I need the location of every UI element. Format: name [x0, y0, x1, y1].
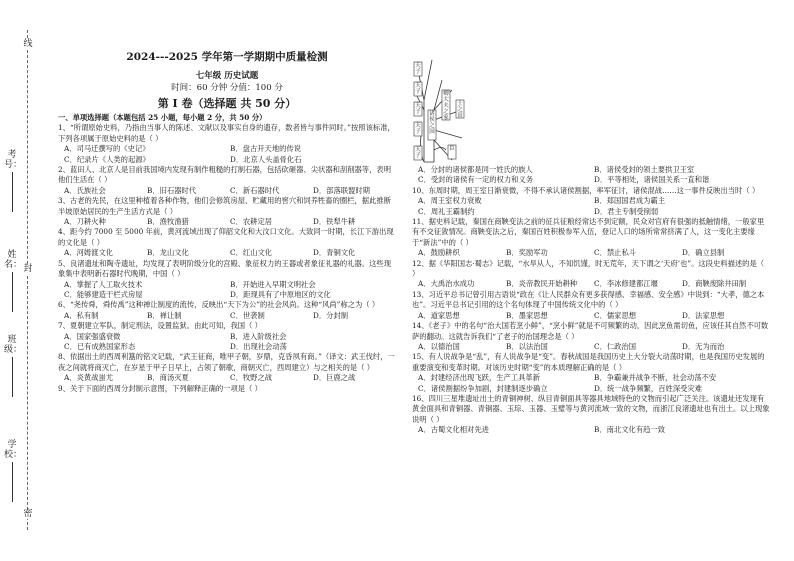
answer-option[interactable]: D．确立县制 — [682, 248, 725, 258]
answer-option[interactable]: D．平等相处，诸侯国关系一直和谐 — [594, 175, 710, 185]
answer-option[interactable]: A．氏族社会 — [64, 185, 106, 195]
left-column — [58, 50, 396, 394]
question-options — [412, 165, 770, 186]
diagram-label: 天子 — [415, 83, 421, 95]
diagram-label: 士之田 — [457, 101, 463, 119]
question — [412, 217, 770, 259]
answer-option[interactable]: B．争霸兼并战争不断，社会动荡不安 — [594, 373, 717, 383]
question-options — [58, 144, 396, 165]
answer-option[interactable]: A．封建经济出现飞跃，生产工具革新 — [418, 373, 541, 383]
question-options — [58, 311, 396, 321]
part-heading: 一、单项选择题（本题包括 25 小题，每小题 2 分，共 50 分） — [58, 113, 267, 122]
diagram-label: 臣 — [449, 146, 455, 152]
question-options — [412, 342, 770, 352]
answer-option[interactable]: C．牧野之战 — [230, 373, 273, 383]
answer-option[interactable]: B．商汤灭夏 — [147, 373, 189, 383]
answer-option[interactable]: A．大禹治水成功 — [418, 279, 475, 289]
answer-option[interactable]: B．郑国国君成为霸主 — [594, 196, 666, 206]
answer-option[interactable]: A．河姆渡文化 — [64, 248, 114, 258]
answer-option[interactable]: B．诸侯受封的领土要拱卫王室 — [594, 165, 695, 174]
answer-option[interactable]: D．出现社会动荡 — [230, 341, 287, 351]
question-options — [58, 217, 396, 227]
section-title: 第 I 卷（选择题 共 50 分） — [157, 97, 297, 110]
question — [58, 196, 396, 227]
answer-option[interactable]: A．国家强盛衰微 — [64, 331, 121, 341]
answer-option[interactable]: B．以法治国 — [506, 341, 548, 351]
answer-option[interactable]: C．禁止私斗 — [594, 248, 637, 258]
answer-option[interactable]: A．道家思想 — [418, 310, 460, 320]
question-options — [58, 332, 396, 353]
answer-option[interactable]: B．炎帝教民开始耕种 — [506, 279, 578, 289]
diagram-label: 卿大夫之家 — [443, 91, 449, 121]
question-stem: 4、距今约 7000 至 5000 年前，黄河流域出现了仰韶文化和大汶口文化。大致同一时期，长江下游出现的文化是（ ） — [58, 227, 394, 247]
question-stem: 15、有人说战争是“乱”，有人说战争是“变”。春秋战国是我国历史上大分裂大动荡时期，也是我国历史发展的重要演变和变革时期。对该历史时期“变”的本质理解正确的是（ ） — [412, 352, 765, 372]
question-stem: 7、夏朝建立军队，制定刑法，设置监狱。由此可知，我国（ ） — [58, 321, 262, 331]
answer-option[interactable]: C．周礼王霸制约 — [418, 206, 475, 216]
tree-drawing — [412, 50, 532, 165]
answer-option[interactable]: C．已有成熟国家形态 — [64, 341, 136, 351]
question-stem: 2、蓝田人、北京人是目前我国境内发现有制作粗糙的打制石器，包括砍砸器、尖状器和刮削器等，表明他们生活在（ ） — [58, 165, 391, 185]
answer-option[interactable]: C．红山文化 — [230, 248, 273, 258]
answer-option[interactable]: D．分封制 — [313, 310, 349, 320]
answer-option[interactable]: C．世袭制 — [230, 310, 265, 320]
answer-option[interactable]: A．司马迁撰写的《史记》 — [64, 144, 150, 154]
answer-option[interactable]: D．青铜文化 — [313, 248, 356, 258]
diagram-label: 天子 — [415, 123, 421, 135]
answer-option[interactable]: A．古蜀文化相对先进 — [418, 425, 489, 435]
question-options — [412, 279, 770, 289]
answer-option[interactable]: C．能够建造干栏式房屋 — [64, 289, 143, 299]
question — [58, 227, 396, 258]
question — [58, 259, 396, 301]
answer-option[interactable]: A．鼓励耕织 — [418, 248, 460, 258]
fenfeng-diagram — [412, 50, 770, 165]
answer-option[interactable]: A．私有制 — [64, 310, 99, 320]
answer-option[interactable]: C．诸侯割据纷争加剧，封建制逐步确立 — [418, 383, 548, 393]
answer-option[interactable]: B．禅让制 — [147, 310, 182, 320]
answer-option[interactable]: B．开始进入早期文明社会 — [230, 279, 316, 289]
cut-word: 线 — [23, 39, 33, 49]
exam-header — [58, 50, 396, 111]
cut-word: 密 — [23, 509, 33, 519]
question — [412, 259, 770, 290]
question-stem: 9、关于下面的西周分封制示意图，下列解释正确的一项是（ ） — [58, 383, 262, 393]
question-stem: 14、《老子》中的名句“治大国若烹小鲜”，“烹小鲜”就是不可频繁的动，因此烹鱼需切鱼，应该任其自然不可数萨的翻动。这就告诉我们“了老子的治国理念是（ ） — [412, 321, 769, 341]
answer-option[interactable]: A．以德治国 — [418, 341, 460, 351]
answer-option[interactable]: D．无为而治 — [682, 341, 725, 351]
answer-option[interactable]: D．部落联盟时期 — [313, 185, 370, 195]
question-options — [412, 425, 770, 435]
name-field[interactable]: 姓名： — [4, 250, 20, 312]
question-options — [58, 280, 396, 301]
question — [412, 394, 770, 436]
answer-option[interactable]: D．商鞅废除井田制 — [682, 279, 747, 289]
question-stem: 10、东周时期，周王室日渐衰微，不得不承认诸侯割据，率军征讨，诸侯混战……这一事件反映出当时（ ） — [412, 185, 760, 195]
answer-option[interactable]: B．旧石器时代 — [147, 185, 197, 195]
diagram-label: 天子 — [415, 147, 421, 159]
question-stem: 11、据史料记载，秦国在商鞅变法之前的征兵征粮经常达不到定额，民众对官府有很强的抵触情绪，一般家里有不交征敛情况。商鞅变法之后，秦国百姓积极参军入伍，登记人口的场所常常挤满了人，这一变化主要缘于“新法”中的（ ） — [412, 217, 765, 247]
question-stem: 16、四川三星堆遗址出土的青铜神树、纵目青铜面具等器具地域特色的文物而引起广泛关注。该遗址还发现有黄金面具和青铜器、青铜器、玉琮、玉器、玉璧等与黄河流域一致的文物，而浙江良渚遗址也有出土。以上现象说明（ ） — [412, 393, 770, 424]
question — [58, 384, 396, 394]
answer-option[interactable]: B．奖励军功 — [506, 248, 548, 258]
answer-option[interactable]: D．铁犁牛耕 — [313, 217, 356, 227]
answer-option[interactable]: A．分封的诸侯都是同一姓氏的族人 — [418, 165, 533, 174]
question — [58, 165, 396, 196]
binding-margin — [0, 0, 56, 561]
question-stem: 13、习近平总书记曾引用古语说“政在《让人民群众有更多获得感、幸福感、安全感》中说到：“大孝，德之本也”。习近平总书记引用的这个名句体现了中国传统文化中的（ ） — [412, 289, 765, 310]
answer-option[interactable]: C．农耕定居 — [230, 217, 273, 227]
cut-line — [27, 30, 28, 530]
right-column — [412, 50, 770, 436]
answer-option[interactable]: A．掌握了人工取火技术 — [64, 279, 143, 289]
answer-option[interactable]: B．南北文化有趋一致 — [594, 425, 666, 435]
answer-option[interactable]: A．刀耕火种 — [64, 217, 106, 227]
question-stem: 5、良渚遗址和陶寺遗址，均发现了表明阶级分化的宫殿、象征权力的王器或者象征礼器的礼器。这些现象集中表明新石器时代晚期，中国（ ） — [58, 258, 391, 279]
question-options — [412, 248, 770, 258]
answer-option[interactable]: C．纪录片《人类的起源》 — [64, 154, 150, 164]
answer-option[interactable]: D．巨鹿之战 — [313, 373, 356, 383]
question-options — [58, 373, 396, 383]
answer-option[interactable]: B．龙山文化 — [147, 248, 189, 258]
question — [412, 290, 770, 321]
question — [58, 352, 396, 383]
question — [412, 321, 770, 352]
answer-option[interactable]: C．新石器时代 — [230, 185, 280, 195]
question-list — [58, 123, 396, 394]
cut-word: 封 — [23, 264, 33, 274]
question — [412, 165, 770, 186]
exam-time-score: 时间：60 分钟 分值：100 分 — [171, 83, 283, 93]
answer-option[interactable]: D．君主专制受削弱 — [594, 206, 659, 216]
school-field[interactable]: 学校： — [4, 440, 20, 502]
question — [58, 300, 396, 321]
answer-option[interactable]: B．盘古开天地的传说 — [230, 144, 302, 154]
question-options — [58, 248, 396, 258]
answer-option[interactable]: D．法家思想 — [682, 310, 725, 320]
answer-option[interactable]: B．渔牧渔猎 — [147, 217, 189, 227]
answer-option[interactable]: A．炎黄战蚩尤 — [64, 373, 114, 383]
answer-option[interactable]: C．李冰修建都江堰 — [594, 279, 658, 289]
diagram-label: 天子 — [415, 103, 421, 115]
class-field[interactable]: 班级： — [4, 335, 20, 397]
answer-option[interactable]: D．距现具有了中原地区的文化 — [230, 289, 331, 299]
question-options — [412, 196, 770, 217]
question-options — [412, 373, 770, 394]
exam-title: 2024---2025 学年第一学期期中质量检测 — [126, 51, 328, 63]
question-options — [58, 186, 396, 196]
question-options — [412, 311, 770, 321]
question — [412, 352, 770, 394]
question-stem: 6、“尧传舜，舜传禹”这种禅让制度的流传，反映出“天下为公”的社会风尚。这种“风尚”称之为（ ） — [58, 300, 380, 310]
question-stem: 8、依据出土的西周利簋的铭文记载，“武王征商，唯甲子朝，岁鼎，克昏夙有商。”（译文：武王伐纣，一夜之间就将商灭亡，在岁星于甲子日早上，占领了朝歌，商朝灭亡，西周建立）与之相关的是（ ） — [58, 352, 395, 372]
diagram-label: 诸侯之国 — [429, 111, 435, 135]
answer-option[interactable]: D．北京人头盖骨化石 — [230, 154, 302, 164]
question — [58, 123, 396, 165]
answer-option[interactable]: C．儒家思想 — [594, 310, 637, 320]
question-stem: 12、据《华阳国志·蜀志》记载，“水旱从人，不知饥馑，时无荒年，天下谓之‘天府’也”。这段史料描述的是（ ） — [412, 258, 765, 279]
answer-option[interactable]: C．仁政治国 — [594, 341, 637, 351]
question-list — [412, 165, 770, 436]
diagram-label: 天子 — [415, 63, 421, 75]
answer-option[interactable]: B．墨家思想 — [506, 310, 548, 320]
question-stem: 3、古老的先民，在这里种植着各种作物，他们会修筑房屋、贮藏用的窖穴和饲养牲畜的圈栏，据此推断半坡原始居民的生产生活方式是（ ） — [58, 196, 391, 216]
answer-option[interactable]: B．进入阶级社会 — [230, 331, 287, 341]
answer-option[interactable]: C．受封的诸侯有一定的权力和义务 — [418, 175, 534, 185]
answer-option[interactable]: A．周王室权力衰败 — [418, 196, 482, 206]
question-stem: 1、“所谓原始史料，乃指由当事人的陈述、文献以及事实自身的遗存，数者皆与事件同时。”按照该标准，下列各项属于原始史料的是（ ） — [58, 123, 395, 143]
exam-subtitle: 七年级 历史试题 — [195, 71, 259, 81]
question — [412, 186, 770, 217]
question — [58, 321, 396, 352]
answer-option[interactable]: D．统一战争频繁，百姓深受灾难 — [594, 383, 703, 393]
exam-number-field[interactable]: 考号： — [4, 150, 20, 212]
